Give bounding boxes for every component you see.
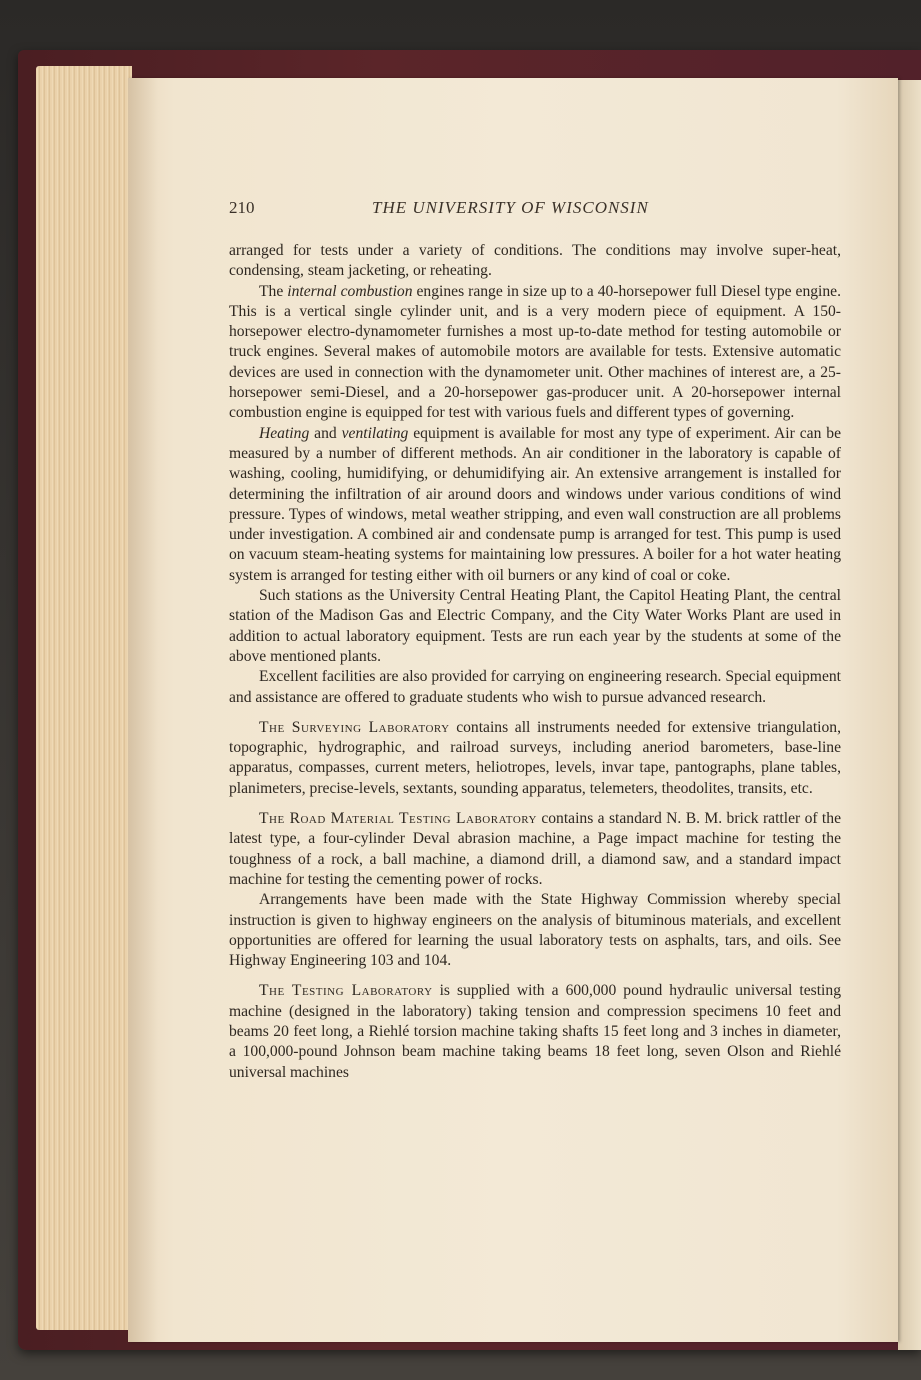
section-heading: The Testing Laboratory <box>259 982 433 1000</box>
body-paragraph <box>229 667 841 708</box>
body-paragraph <box>229 981 841 1082</box>
italic-term: ventilating <box>341 424 409 442</box>
section-heading: The Road Material Testing Laboratory <box>259 810 537 828</box>
body-paragraph <box>229 586 841 667</box>
paragraph-text: equipment is available for most any type of experiment. Air can be measured by a number of different methods. An air conditioner in the laboratory is capable of washing, cooling, humidifying, or dehumidifying air. An extensive arrangement is installed for determining the infiltration of air around doors and windows under various conditions of wind pressure. Types of windows, metal weather stripping, and even wall construction are all problems under investigation. A combined air and condensate pump is arranged for test. This pump is used on vacuum steam-heating systems for maintaining low pressures. A boiler for a hot water heating system is arranged for testing either with oil burners or any kind of coal or coke. <box>229 424 842 584</box>
body-paragraph <box>229 241 841 282</box>
section-heading: The Surveying Laboratory <box>259 718 450 736</box>
running-title: THE UNIVERSITY OF WISCONSIN <box>372 198 649 217</box>
body-paragraph <box>229 809 841 890</box>
paragraph-text: is supplied with a 600,000 pound hydraulic universal testing machine (designed in the laboratory) taking tension and compression specimens 10 feet and beams 20 feet long, a Riehlé torsion machine taking shafts 15 feet long and 3 inches in diameter, a 100,000-pound Johnson beam machine taking beams 18 feet long, seven Olson and Riehlé universal machines <box>229 982 841 1081</box>
paragraph-text: contains all instruments needed for extensive triangulation, topographic, hydrographic, and railroad surveys, including aneriod barometers, base-line apparatus, compasses, current meters, heliotropes, levels, invar tape, pantographs, plane tables, planimeters, precise-levels, sextants, sounding apparatus, telemeters, theodolites, transits, etc. <box>229 718 841 797</box>
paragraph-text: Excellent facilities are also provided for carrying on engineering research. Special equipment and assistance are offered to graduate students who wish to pursue advanced research. <box>229 668 841 706</box>
body-paragraph <box>229 718 841 799</box>
paragraph-text: engines range in size up to a 40-horsepower full Diesel type engine. This is a vertical single cylinder unit, and is a very modern piece of equipment. A 150-horsepower electro-dynamometer furnishes a most up-to-date method for testing automobile or truck engines. Several makes of automobile motors are available for tests. Extensive automatic devices are used in connection with the dynamometer unit. Other machines of interest are, a 25-horsepower semi-Diesel, and a 20-horsepower gas-producer unit. A 20-horsepower internal combustion engine is equipped for test with various fuels and different types of governing. <box>229 282 841 422</box>
page-body <box>229 241 841 1083</box>
body-paragraph <box>229 282 841 424</box>
gutter-shadow <box>128 78 158 1342</box>
adjacent-page-edge <box>898 80 921 1350</box>
body-paragraph <box>229 424 841 586</box>
paragraph-text: Such stations as the University Central Heating Plant, the Capitol Heating Plant, the central station of the Madison Gas and Electric Company, and the City Water Works Plant are used in addition to actual laboratory equipment. Tests are run each year by the students at some of the above mentioned plants. <box>229 587 841 665</box>
italic-term: Heating <box>259 424 310 442</box>
paragraph-text: arranged for tests under a variety of conditions. The conditions may involve super-heat, condensing, steam jacketing, or reheating. <box>229 242 841 280</box>
paragraph-text: The <box>259 282 288 300</box>
italic-term: internal combustion <box>287 282 413 300</box>
page-edges <box>36 66 132 1330</box>
body-paragraph <box>229 890 841 971</box>
paragraph-text: and <box>309 424 342 442</box>
page-number: 210 <box>229 198 255 217</box>
paragraph-text: Arrangements have been made with the State Highway Commission whereby special instruction is given to highway engineers on the analysis of bituminous materials, and excellent opportunities are offered for learning the usual laboratory tests on asphalts, tars, and oils. See Highway Engineering 103 and 104. <box>229 891 841 970</box>
page-header <box>229 198 841 222</box>
paragraph-text: contains a standard N. B. M. brick rattler of the latest type, a four-cylinder Deval abrasion machine, a Page impact machine for testing the toughness of a rock, a ball machine, a diamond drill, a diamond saw, and a standard impact machine for testing the cementing power of rocks. <box>229 810 841 888</box>
